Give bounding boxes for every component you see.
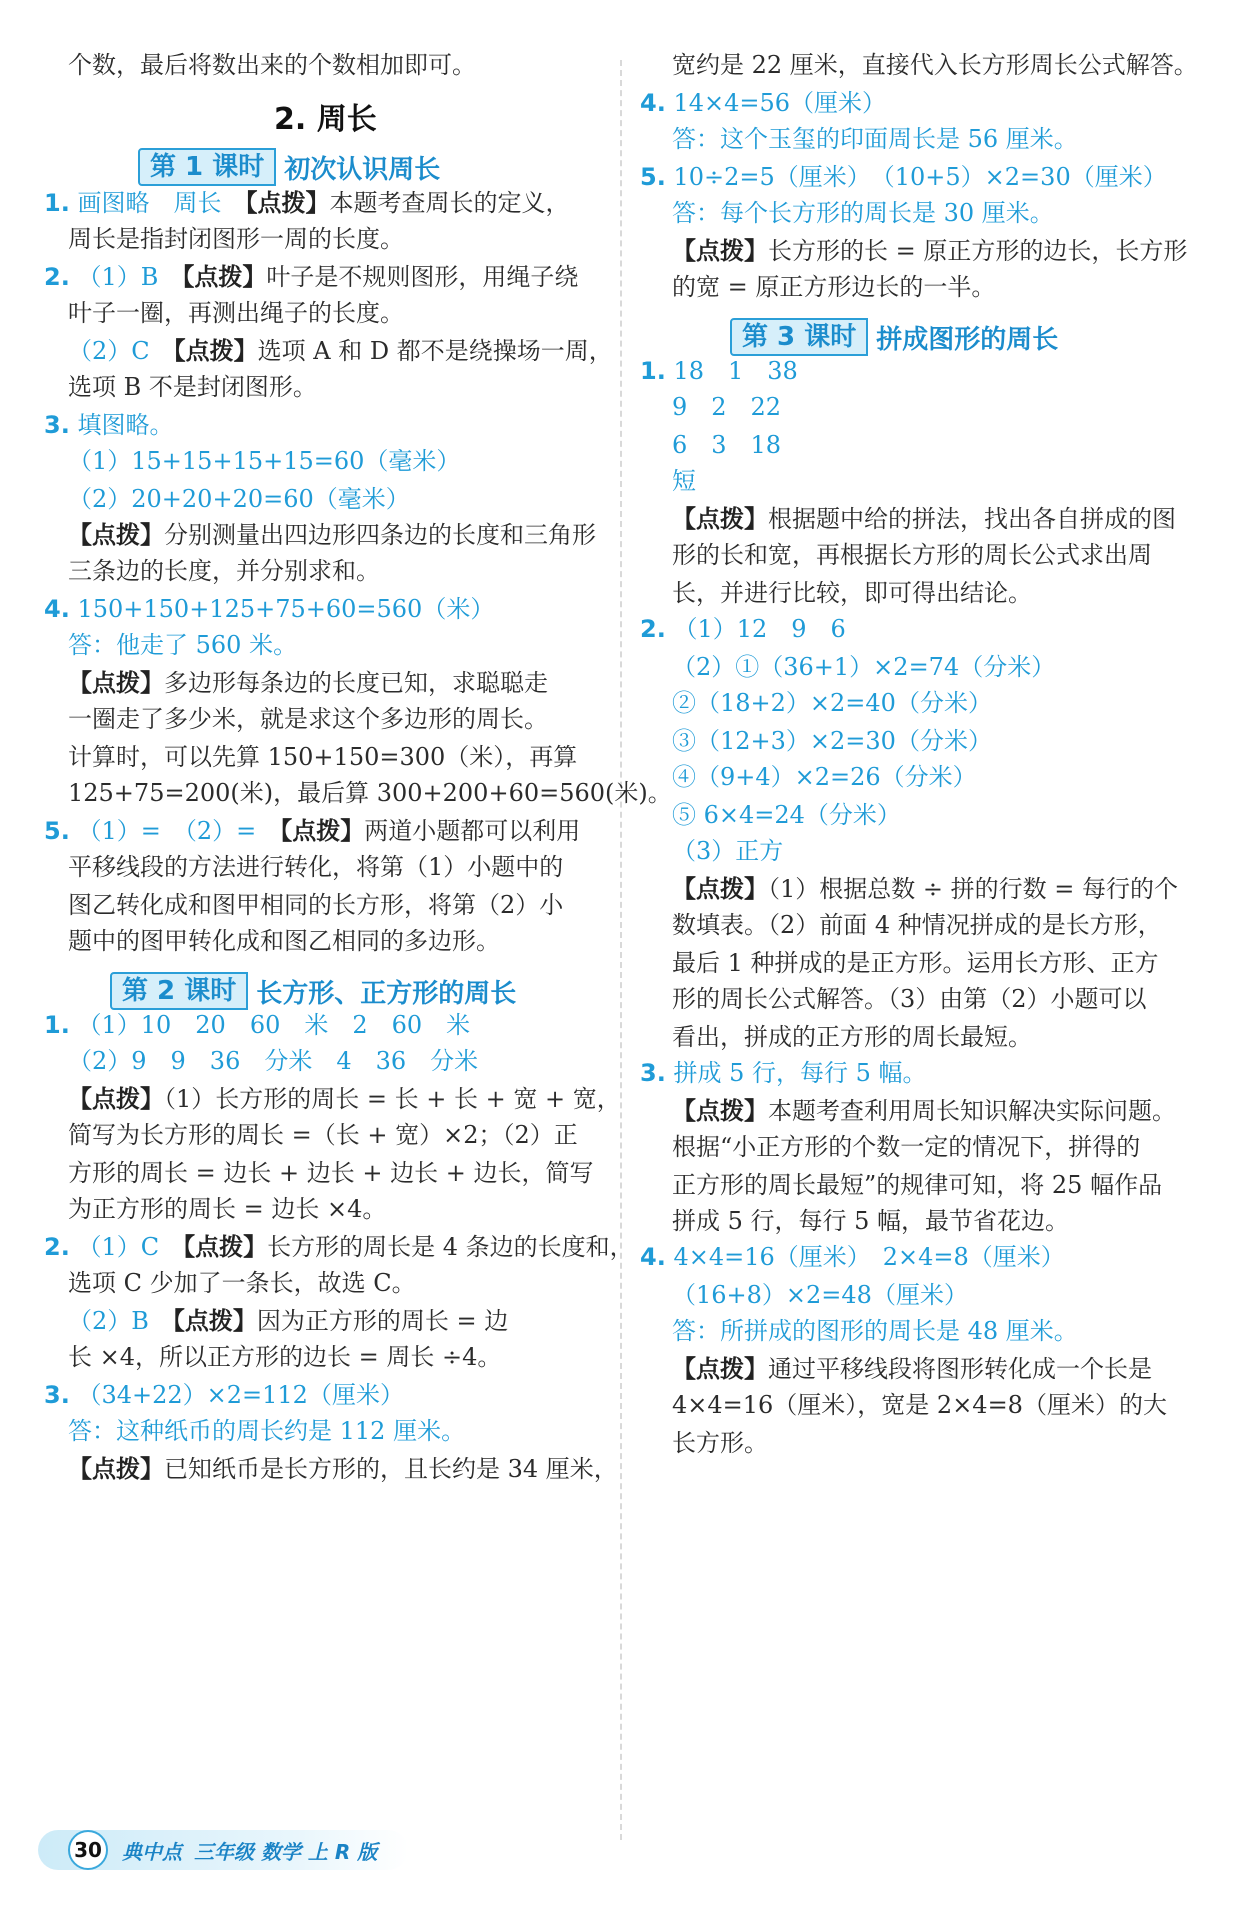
tip-text: 叶子是不规则图形，用绳子绕 — [266, 263, 579, 291]
tip-line — [672, 874, 1178, 904]
tip-label: 【点拨】 — [173, 337, 258, 365]
text-line: 数填表。（2）前面 4 种情况拼成的是长方形， — [672, 911, 1162, 939]
answer-line — [44, 1232, 634, 1262]
answer-line — [640, 88, 886, 118]
question-number: 3. — [44, 1381, 70, 1409]
answer-line — [44, 594, 494, 624]
tip-line — [672, 504, 1176, 534]
lesson-2-heading — [110, 972, 516, 1010]
tip-text: 已知纸币是长方形的，且长约是 34 厘米， — [164, 1455, 618, 1483]
answer-line: （2）20+20+20=60（毫米） — [68, 485, 410, 513]
answer-line: （3）正方 — [672, 837, 784, 865]
text-line: 方形的周长 = 边长 + 边长 + 边长 + 边长，简写 — [68, 1159, 594, 1187]
answer-line — [640, 162, 1167, 192]
question-number: 4. — [640, 1243, 666, 1271]
text-line: 叶子一圈，再测出绳子的长度。 — [68, 299, 404, 327]
tip-text: （1）根据总数 ÷ 拼的行数 = 每行的个 — [768, 875, 1179, 903]
answer-line — [44, 1380, 404, 1410]
lesson-name: 拼成图形的周长 — [876, 324, 1059, 355]
answer-text: （1）C — [77, 1233, 160, 1261]
text-line: 周长是指封闭图形一周的长度。 — [68, 225, 404, 253]
tip-line — [672, 1096, 1176, 1126]
answer-line: （2）①（36+1）×2=74（分米） — [672, 653, 1056, 681]
question-number: 4. — [640, 89, 666, 117]
answer-line: 6 3 18 — [672, 431, 782, 459]
answer-line: ②（18+2）×2=40（分米） — [672, 689, 992, 717]
answer-line: （2）9 9 36 分米 4 36 分米 — [68, 1047, 479, 1075]
text-line: 图乙转化成和图甲相同的长方形，将第（2）小 — [68, 891, 564, 919]
tip-label: 【点拨】 — [68, 521, 164, 549]
tip-label: 【点拨】 — [182, 263, 267, 291]
answer-text: （2）B — [68, 1307, 149, 1335]
tip-line — [68, 1084, 621, 1114]
answer-text: （2）C — [68, 337, 150, 365]
answer-text: （1）10 20 60 米 2 60 米 — [77, 1011, 471, 1039]
tip-text: （1）长方形的周长 = 长 + 长 + 宽 + 宽， — [164, 1085, 621, 1113]
text-line: 三条边的长度，并分别求和。 — [68, 557, 380, 585]
answer-line: （16+8）×2=48（厘米） — [672, 1281, 968, 1309]
question-number: 5. — [640, 163, 666, 191]
answer-line: ④（9+4）×2=26（分米） — [672, 763, 977, 791]
text-line: 平移线段的方法进行转化，将第（1）小题中的 — [68, 853, 564, 881]
column-divider — [620, 60, 622, 1840]
text-line: 形的周长公式解答。（3）由第（2）小题可以 — [672, 985, 1147, 1013]
tip-line — [68, 520, 596, 550]
brand-logo: 典中点 — [122, 1839, 182, 1864]
answer-line: 短 — [672, 467, 696, 495]
answer-text: （1）12 9 6 — [673, 615, 846, 643]
answer-text: 拼成 5 行，每行 5 幅。 — [673, 1059, 927, 1087]
answer-text: 画图略 周长 — [77, 189, 222, 217]
answer-line: 答：这个玉玺的印面周长是 56 厘米。 — [672, 125, 1078, 153]
answer-line: ⑤ 6×4=24（分米） — [672, 801, 901, 829]
answer-line — [44, 816, 580, 846]
answer-text: 14×4=56（厘米） — [673, 89, 887, 117]
tip-text: 本题考查利用周长知识解决实际问题。 — [768, 1097, 1176, 1125]
tip-text: 分别测量出四边形四条边的长度和三角形 — [164, 521, 596, 549]
lesson-1-heading — [138, 148, 440, 186]
text-line: 长，并进行比较，即可得出结论。 — [672, 579, 1032, 607]
section-title: 2. 周长 — [274, 102, 377, 137]
answer-text: 18 1 38 — [673, 357, 798, 385]
text-line: 最后 1 种拼成的是正方形。运用长方形、正方 — [672, 949, 1159, 977]
text-line: 选项 C 少加了一条长，故选 C。 — [68, 1269, 416, 1297]
tip-label: 【点拨】 — [68, 669, 164, 697]
question-number: 3. — [640, 1059, 666, 1087]
tip-label: 【点拨】 — [68, 1085, 164, 1113]
answer-line: （1）15+15+15+15=60（毫米） — [68, 447, 461, 475]
text-line: 形的长和宽，再根据长方形的周长公式求出周 — [672, 541, 1152, 569]
answer-line: 答：所拼成的图形的周长是 48 厘米。 — [672, 1317, 1078, 1345]
text-line: 宽约是 22 厘米，直接代入长方形周长公式解答。 — [672, 51, 1198, 79]
answer-line: 答：这种纸币的周长约是 112 厘米。 — [68, 1417, 466, 1445]
tip-line — [672, 1354, 1152, 1384]
tip-line — [68, 1454, 618, 1484]
tip-text: 两道小题都可以利用 — [364, 817, 581, 845]
page-number: 30 — [68, 1830, 108, 1870]
answer-line — [44, 188, 569, 218]
answer-line — [640, 356, 798, 386]
answer-text: （1）= （2）= — [77, 817, 257, 845]
answer-line: 答：他走了 560 米。 — [68, 631, 298, 659]
tip-label: 【点拨】 — [672, 505, 768, 533]
tip-line — [68, 668, 548, 698]
question-number: 1. — [44, 189, 70, 217]
answer-line — [44, 410, 173, 440]
answer-text: 4×4=16（厘米） 2×4=8（厘米） — [673, 1243, 1065, 1271]
tip-label: 【点拨】 — [672, 1355, 768, 1383]
tip-label: 【点拨】 — [280, 817, 365, 845]
question-number: 4. — [44, 595, 70, 623]
answer-line — [68, 1306, 508, 1336]
text-line: 长 ×4，所以正方形的边长 = 周长 ÷4。 — [68, 1343, 502, 1371]
answer-line — [44, 1010, 470, 1040]
text-line: 为正方形的周长 = 边长 ×4。 — [68, 1195, 387, 1223]
lesson-tag: 第 1 课时 — [138, 148, 276, 186]
question-number: 1. — [44, 1011, 70, 1039]
text-line: 4×4=16（厘米），宽是 2×4=8（厘米）的大 — [672, 1391, 1167, 1419]
tip-text: 本题考查周长的定义， — [329, 189, 570, 217]
answer-line — [68, 336, 613, 366]
tip-label: 【点拨】 — [672, 875, 768, 903]
answer-line — [640, 1242, 1065, 1272]
answer-text: 10÷2=5（厘米） （10+5）×2=30（厘米） — [673, 163, 1167, 191]
text-line: 看出，拼成的正方形的周长最短。 — [672, 1023, 1032, 1051]
tip-text: 根据题中给的拼法，找出各自拼成的图 — [768, 505, 1176, 533]
answer-line: ③（12+3）×2=30（分米） — [672, 727, 992, 755]
question-number: 2. — [640, 615, 666, 643]
tip-text: 因为正方形的周长 = 边 — [256, 1307, 509, 1335]
page-footer — [38, 1830, 408, 1870]
text-line: 正方形的周长最短”的规律可知，将 25 幅作品 — [672, 1171, 1163, 1199]
answer-text: （1）B — [77, 263, 159, 291]
answer-line — [640, 1058, 927, 1088]
answer-line — [640, 614, 846, 644]
text-line: 个数，最后将数出来的个数相加即可。 — [68, 51, 476, 79]
tip-text: 长方形的周长是 4 条边的长度和， — [267, 1233, 634, 1261]
lesson-3-heading — [730, 318, 1058, 356]
lesson-tag: 第 2 课时 — [110, 972, 248, 1010]
answer-line — [44, 262, 578, 292]
question-number: 2. — [44, 263, 70, 291]
text-line: 题中的图甲转化成和图乙相同的多边形。 — [68, 927, 500, 955]
text-line: 计算时，可以先算 150+150=300（米），再算 — [68, 743, 578, 771]
text-line: 长方形。 — [672, 1429, 768, 1457]
book-info: 三年级 数学 上 R 版 — [194, 1839, 378, 1864]
text-line: 一圈走了多少米，就是求这个多边形的周长。 — [68, 705, 548, 733]
answer-text: （34+22）×2=112（厘米） — [77, 1381, 404, 1409]
tip-label: 【点拨】 — [183, 1233, 268, 1261]
text-line: 选项 B 不是封闭图形。 — [68, 373, 317, 401]
tip-label: 【点拨】 — [245, 189, 330, 217]
lesson-name: 长方形、正方形的周长 — [256, 978, 517, 1009]
question-number: 5. — [44, 817, 70, 845]
question-number: 1. — [640, 357, 666, 385]
text-line: 根据“小正方形的个数一定的情况下，拼得的 — [672, 1133, 1141, 1161]
question-number: 2. — [44, 1233, 70, 1261]
text-line: 125+75=200(米)，最后算 300+200+60=560(米)。 — [68, 779, 672, 807]
tip-text: 通过平移线段将图形转化成一个长是 — [768, 1355, 1152, 1383]
tip-label: 【点拨】 — [172, 1307, 257, 1335]
text-line: 的宽 = 原正方形边长的一半。 — [672, 273, 996, 301]
lesson-tag: 第 3 课时 — [730, 318, 868, 356]
question-number: 3. — [44, 411, 70, 439]
tip-line — [672, 236, 1187, 266]
lesson-name: 初次认识周长 — [284, 154, 441, 185]
answer-line: 9 2 22 — [672, 393, 782, 421]
answer-line: 答：每个长方形的周长是 30 厘米。 — [672, 199, 1054, 227]
tip-text: 长方形的长 = 原正方形的边长，长方形 — [768, 237, 1188, 265]
tip-text: 多边形每条边的长度已知，求聪聪走 — [164, 669, 548, 697]
text-line: 简写为长方形的周长 =（长 + 宽）×2；（2）正 — [68, 1121, 578, 1149]
tip-label: 【点拨】 — [68, 1455, 164, 1483]
answer-text: 填图略。 — [77, 411, 174, 439]
answer-text: 150+150+125+75+60=560（米） — [77, 595, 495, 623]
tip-text: 选项 A 和 D 都不是绕操场一周， — [257, 337, 613, 365]
tip-label: 【点拨】 — [672, 237, 768, 265]
text-line: 拼成 5 行，每行 5 幅，最节省花边。 — [672, 1207, 1070, 1235]
tip-label: 【点拨】 — [672, 1097, 768, 1125]
